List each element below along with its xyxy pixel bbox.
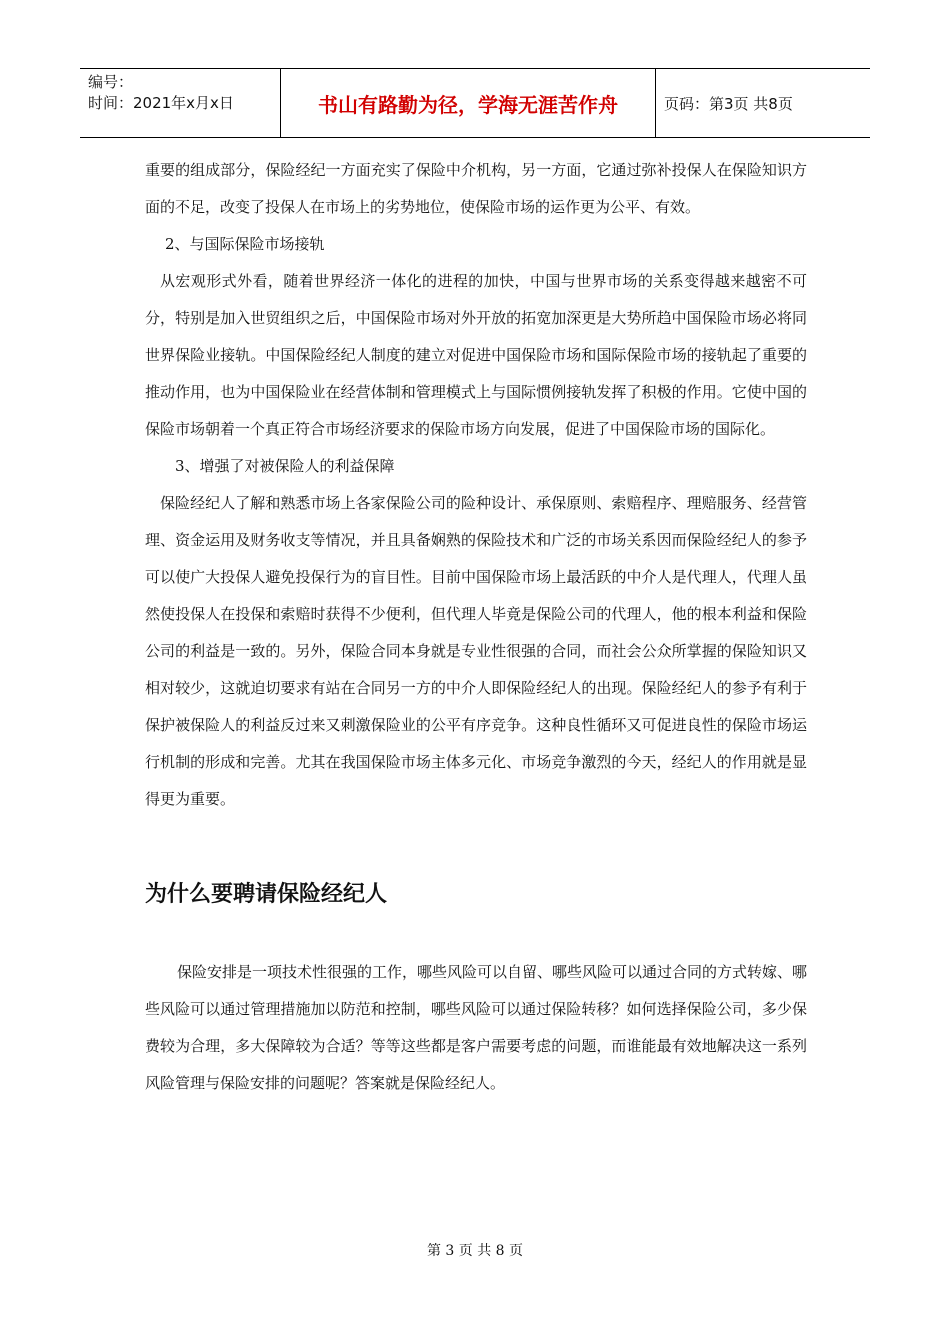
subheading-2: 2、与国际保险市场接轨	[165, 235, 325, 253]
header-motto: 书山有路勤为径，学海无涯苦作舟	[281, 69, 656, 137]
page-footer: 第 3 页 共 8 页	[426, 1243, 524, 1259]
paragraph-3: 保险经纪人了解和熟悉市场上各家保险公司的险种设计、承保原则、索赔程序、理赔服务、经营管理、资金运用及财务收支等情况，并且具备娴熟的保险技术和广泛的市场关系因而保险经纪人的参予可以使广大投保人避免投保行为的盲目性。目前中国保险市场上最活跃的中介人是代理人，代理人虽然使投保人在投保和索赔时获得不少便利，但代理人毕竟是保险公司的代理人，他的根本利益和保险公司的利益是一致的。另外，保险合同本身就是专业性很强的合同，而社会公众所掌握的保险知识又相对较少，这就迫切要求有站在合同另一方的中介人即保险经纪人的出现。保险经纪人的参予有利于保护被保险人的利益反过来又刺激保险业的公平有序竞争。这种良性循环又可促进良性的保险市场运行机制的形成和完善。尤其在我国保险市场主体多元化、市场竞争激烈的今天，经纪人的作用就是显得更为重要。	[145, 494, 807, 808]
paragraph-1: 重要的组成部分，保险经纪一方面充实了保险中介机构，另一方面，它通过弥补投保人在保险知识方面的不足，改变了投保人在市场上的劣势地位，使保险市场的运作更为公平、有效。	[145, 161, 807, 216]
subheading-3: 3、增强了对被保险人的利益保障	[175, 457, 395, 475]
header-meta	[80, 69, 281, 137]
time-label: 时间：2021年x月x日	[88, 94, 234, 112]
page-header	[80, 68, 870, 138]
section-title: 为什么要聘请保险经纪人	[145, 882, 388, 907]
header-page-info: 页码：第3页 共8页	[664, 94, 793, 113]
document-body	[145, 152, 807, 1102]
paragraph-2: 从宏观形式外看，随着世界经济一体化的进程的加快，中国与世界市场的关系变得越来越密不可分，特别是加入世贸组织之后，中国保险市场对外开放的拓宽加深更是大势所趋中国保险市场必将同世界保险业接轨。中国保险经纪人制度的建立对促进中国保险市场和国际保险市场的接轨起了重要的推动作用，也为中国保险业在经营体制和管理模式上与国际惯例接轨发挥了积极的作用。它使中国的保险市场朝着一个真正符合市场经济要求的保险市场方向发展，促进了中国保险市场的国际化。	[145, 272, 807, 438]
paragraph-4: 保险安排是一项技术性很强的工作，哪些风险可以自留、哪些风险可以通过合同的方式转嫁、哪些风险可以通过管理措施加以防范和控制，哪些风险可以通过保险转移？如何选择保险公司，多少保费较为合理，多大保障较为合适？等等这些都是客户需要考虑的问题，而谁能最有效地解决这一系列风险管理与保险安排的问题呢？答案就是保险经纪人。	[145, 963, 808, 1092]
serial-label: 编号：	[88, 73, 134, 91]
